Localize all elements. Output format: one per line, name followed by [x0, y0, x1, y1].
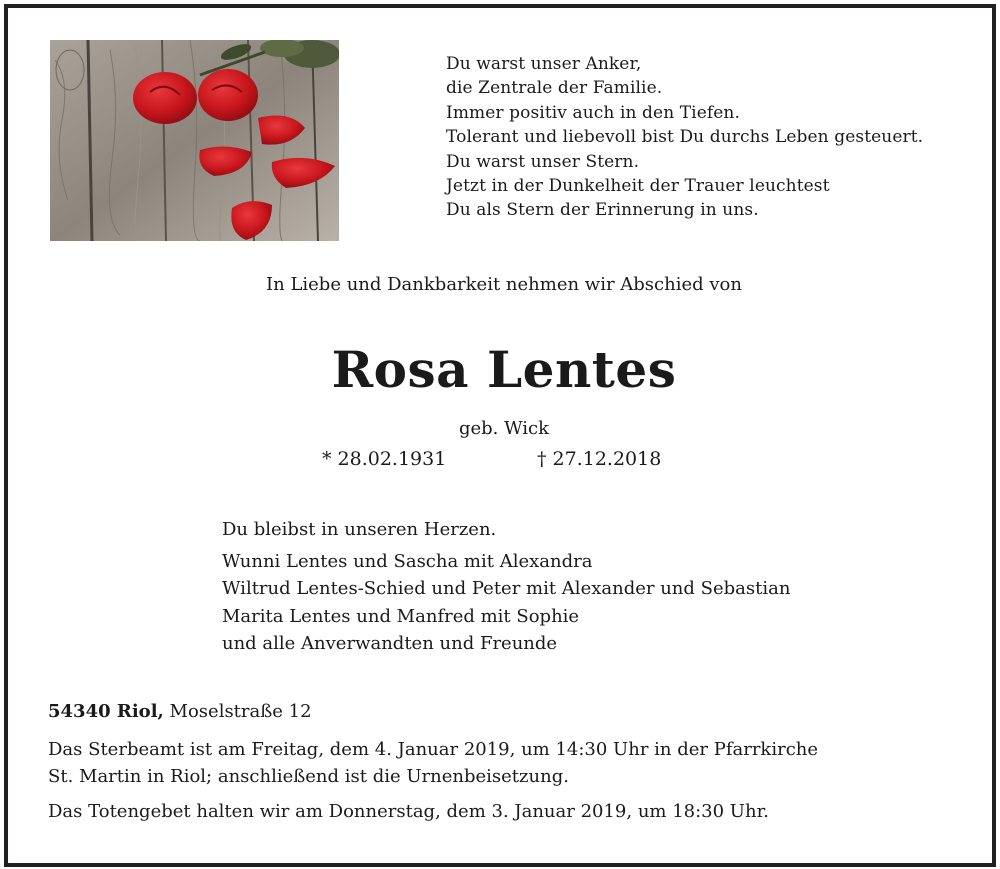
deceased-name: Rosa Lentes [331, 340, 677, 399]
birth-date: * 28.02.1931 [322, 448, 447, 470]
poem-line: Immer positiv auch in den Tiefen. [446, 102, 740, 123]
poem [446, 52, 923, 223]
maiden-name: geb. Wick [458, 418, 550, 439]
address [48, 698, 818, 725]
farewell-intro: In Liebe und Dankbarkeit nehmen wir Abschied von [266, 274, 742, 295]
prayer-line: Das Totengebet halten wir am Donnerstag, dem 3. Januar 2019, um 18:30 Uhr. [48, 801, 769, 822]
address-street: Moselstraße 12 [169, 701, 312, 722]
family-signatures [222, 516, 790, 658]
obituary-frame [4, 4, 996, 867]
poem-line: Du warst unser Anker, [446, 54, 642, 74]
poem-line: die Zentrale der Familie. [446, 78, 663, 99]
family-member-line: und alle Anverwandten und Freunde [222, 633, 558, 654]
service-info [48, 698, 818, 825]
death-date: † 27.12.2018 [537, 448, 662, 470]
family-member-line: Wunni Lentes und Sascha mit Alexandra [222, 550, 593, 572]
family-member-line: Wiltrud Lentes-Schied und Peter mit Alexander und Sebastian [222, 578, 791, 599]
poem-line: Du warst unser Stern. [446, 151, 640, 172]
address-city: 54340 Riol, [48, 701, 164, 722]
poem-line: Jetzt in der Dunkelheit der Trauer leuchtest [446, 176, 830, 197]
service-line: Das Sterbeamt ist am Freitag, dem 4. Januar 2019, um 14:30 Uhr in der Pfarrkirche [48, 739, 819, 760]
family-member-line: Marita Lentes und Manfred mit Sophie [222, 605, 580, 627]
poem-line: Tolerant und liebevoll bist Du durchs Leben gesteuert. [446, 127, 924, 148]
service-line: St. Martin in Riol; anschließend ist die Urnenbeisetzung. [48, 766, 569, 787]
family-lead: Du bleibst in unseren Herzen. [222, 519, 497, 540]
roses-photo [50, 40, 339, 241]
poem-line: Du als Stern der Erinnerung in uns. [446, 200, 759, 221]
